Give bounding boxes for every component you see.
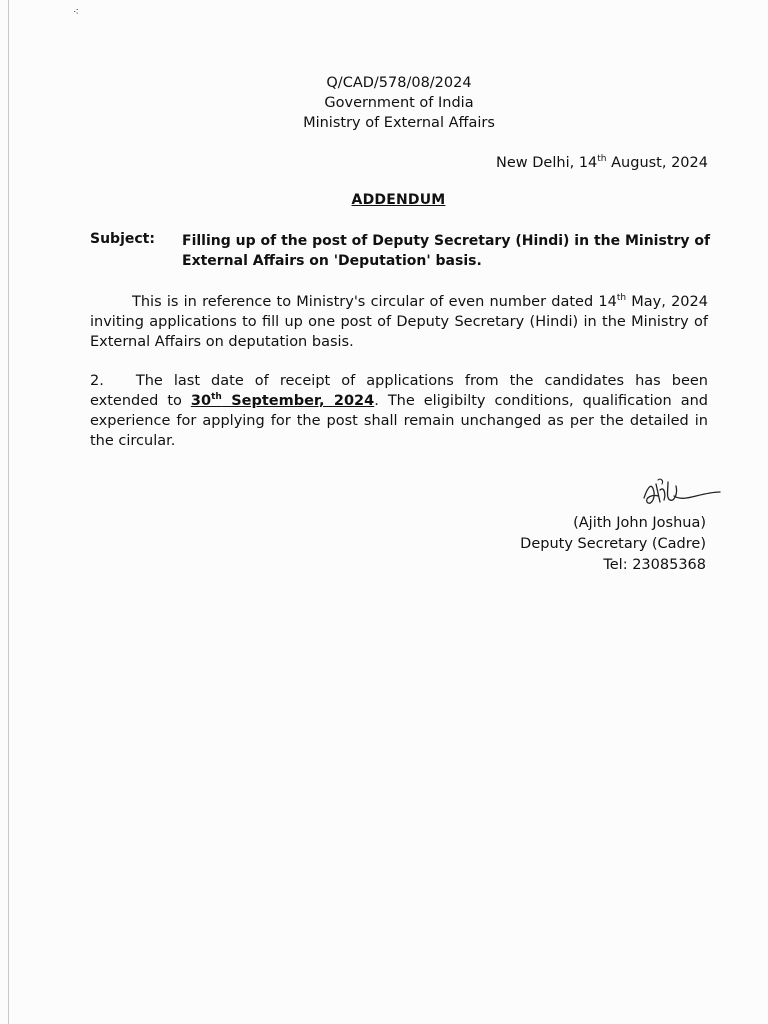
reference-number: Q/CAD/578/08/2024 [326, 75, 472, 91]
scan-edge-line [8, 0, 9, 1024]
signatory-designation: Deputy Secretary (Cadre) [520, 536, 706, 552]
letter-date: New Delhi, 14th August, 2024 [496, 154, 708, 171]
subject-label: Subject: [90, 231, 155, 247]
scan-mark-icon: ⁖ [73, 7, 79, 18]
document-heading: ADDENDUM [351, 192, 446, 208]
paragraph-2: 2. The last date of receipt of applications from the candidates has been extended to 30th September, 2024. The eligibilty conditions, qualification and experience for applying for the post shall remain unchanged as per the detailed in the circular. [90, 373, 708, 449]
signature-block [520, 513, 706, 576]
extended-deadline: 30th September, 2024 [190, 392, 375, 409]
subject-text: Filling up of the post of Deputy Secretary (Hindi) in the Ministry of External Affairs on 'Deputation' basis. [182, 233, 711, 269]
government-name: Government of India [324, 95, 474, 111]
signatory-phone: Tel: 23085368 [603, 557, 706, 573]
signatory-name: (Ajith John Joshua) [573, 515, 706, 531]
letter-header [0, 73, 768, 133]
ministry-name: Ministry of External Affairs [303, 115, 495, 131]
paragraph-1: This is in reference to Ministry's circular of even number dated 14th May, 2024 inviting applications to fill up one post of Deputy Secretary (Hindi) in the Ministry of External Affairs on deputation basis. [90, 293, 708, 350]
